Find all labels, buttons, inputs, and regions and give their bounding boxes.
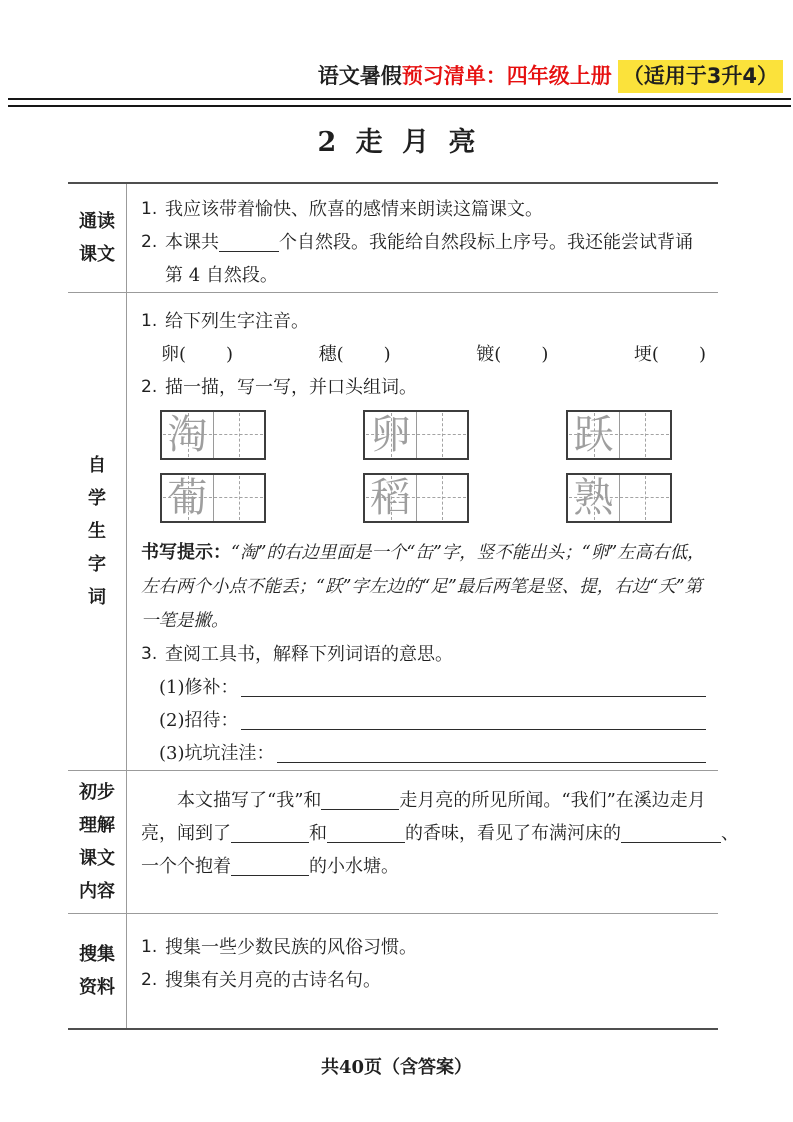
- row-label-comprehension: [68, 771, 127, 913]
- header-grade-badge: （适用于3升4）: [618, 60, 783, 93]
- item-line: [165, 232, 693, 253]
- grid-guideline: [442, 476, 443, 520]
- text-fragment: 一个个抱着: [141, 856, 231, 877]
- row-label-line: 通读: [79, 211, 115, 232]
- trace-character: 葡: [167, 475, 208, 521]
- item-number: 1.: [141, 199, 158, 219]
- answer-line: [241, 729, 707, 730]
- item-number: 3.: [141, 644, 158, 664]
- row-label-char: 字: [88, 554, 106, 575]
- character-practice-grid: [566, 473, 672, 523]
- paren: ): [541, 344, 549, 365]
- trace-character: 淘: [167, 412, 208, 458]
- list-item: [141, 964, 710, 997]
- character: 穗: [318, 344, 337, 365]
- pinyin-group: [634, 338, 706, 371]
- definition-line: [159, 737, 710, 770]
- header-subtitle: 预习清单：四年级上册: [401, 64, 612, 88]
- fill-in-blank: [231, 854, 309, 876]
- item-number: 2.: [141, 377, 158, 397]
- trace-character: 熟: [573, 475, 614, 521]
- paren: ): [698, 344, 706, 365]
- character-practice-grid: [160, 473, 266, 523]
- table-row-self-study-words: [68, 292, 718, 770]
- row-label-line: 课文: [79, 848, 115, 869]
- list-item: [141, 226, 710, 292]
- list-item: [141, 931, 710, 964]
- pinyin-group: [319, 338, 391, 371]
- paren: (: [651, 344, 659, 365]
- pinyin-group: [161, 338, 233, 371]
- fill-in-blank: [231, 821, 309, 843]
- paragraph-line: [141, 784, 712, 817]
- definition-line: [159, 671, 710, 704]
- item-line: 第 4 自然段。: [165, 265, 278, 286]
- item-number: 1.: [141, 937, 158, 957]
- item-number: 2.: [141, 232, 158, 252]
- list-item: [141, 305, 710, 338]
- definition-line: [159, 704, 710, 737]
- paren: (: [179, 344, 187, 365]
- fill-in-blank: [219, 230, 279, 252]
- writing-tip: [141, 536, 710, 638]
- trace-character: 稻: [370, 475, 411, 521]
- row-label-line: 课文: [79, 244, 115, 265]
- text-fragment: 的小水塘。: [309, 856, 399, 877]
- text-fragment: 本课共: [165, 232, 219, 253]
- definition-label: (1)修补：: [159, 677, 239, 698]
- item-text: 描一描，写一写，并口头组词。: [165, 377, 417, 398]
- page-footer: 共40页（含答案）: [320, 1057, 473, 1078]
- trace-character: 卵: [370, 412, 411, 458]
- answer-line: [277, 762, 707, 763]
- item-text: 我应该带着愉快、欣喜的感情来朗读这篇课文。: [165, 199, 543, 220]
- row-label-line: 理解: [79, 815, 115, 836]
- paren: (: [336, 344, 344, 365]
- grid-guideline: [645, 413, 646, 457]
- item-number: 1.: [141, 311, 158, 331]
- item-text: 搜集一些少数民族的风俗习惯。: [165, 937, 417, 958]
- item-text: [165, 226, 710, 292]
- row-label-char: 自: [88, 455, 106, 476]
- paren: ): [383, 344, 391, 365]
- row-label-read-text: [68, 184, 127, 292]
- paren: (: [494, 344, 502, 365]
- character-practice-grid: [363, 410, 469, 460]
- list-item: [141, 638, 710, 671]
- row-content-read-text: [127, 184, 718, 292]
- character: 卵: [161, 344, 179, 365]
- character-grid-row: [160, 473, 710, 523]
- table-row-read-text: [68, 184, 718, 292]
- row-content-comprehension: [127, 771, 739, 913]
- text-fragment: 的香味，看见了布满河床的: [405, 823, 621, 844]
- character: 埂: [633, 344, 652, 365]
- fill-in-blank: [321, 788, 399, 810]
- text-fragment: 个自然段。我能给自然段标上序号。我还能尝试背诵: [279, 232, 693, 253]
- item-number: 2.: [141, 970, 158, 990]
- grid-guideline: [442, 413, 443, 457]
- row-label-line: 初步: [79, 782, 115, 803]
- row-label-char: 词: [88, 587, 106, 608]
- paren: ): [226, 344, 234, 365]
- fill-in-blank: [327, 821, 405, 843]
- grid-guideline: [239, 476, 240, 520]
- table-row-comprehension: [68, 770, 739, 913]
- row-label-char: 学: [88, 488, 106, 509]
- row-content-self-study-words: [127, 293, 718, 770]
- row-label-line: 搜集: [79, 944, 115, 965]
- text-fragment: 本文描写了“我”和: [177, 790, 322, 811]
- item-text: 搜集有关月亮的古诗名句。: [165, 970, 381, 991]
- row-label-line: 内容: [79, 881, 115, 902]
- character-practice-grid: [160, 410, 266, 460]
- row-content-collect-materials: [127, 914, 718, 1028]
- pinyin-exercise-line: [161, 338, 710, 371]
- trace-character: 跃: [573, 412, 614, 458]
- text-fragment: 走月亮的所见所闻。“我们”在溪边走月: [399, 790, 706, 811]
- page-header: [0, 60, 783, 90]
- character-grid-row: [160, 410, 710, 460]
- definition-label: (2)招待：: [159, 710, 239, 731]
- row-label-line: 资料: [79, 977, 115, 998]
- row-label-char: 生: [88, 521, 106, 542]
- preview-checklist-table: [68, 182, 739, 1030]
- answer-line: [241, 696, 707, 697]
- definition-label: (3)坑坑洼洼：: [159, 743, 275, 764]
- writing-tip-text: “淘”的右边里面是一个“缶”字，竖不能出头；“卵”左高右低，左右两个小点不能丢；“跃”字左边的“足”最后两笔是竖、提，右边“夭”第一笔是撇。: [141, 543, 705, 631]
- grid-guideline: [645, 476, 646, 520]
- paragraph-line: [141, 817, 739, 850]
- list-item: [141, 193, 710, 226]
- character-practice-grid: [363, 473, 469, 523]
- item-text: 查阅工具书，解释下列词语的意思。: [165, 644, 453, 665]
- lesson-title: 2 走 月 亮: [317, 127, 476, 158]
- row-label-self-study-words: [68, 293, 127, 770]
- text-fragment: 和: [309, 823, 327, 844]
- text-fragment: 、: [721, 823, 739, 844]
- paragraph-line: [141, 850, 712, 883]
- character: 镀: [476, 344, 495, 365]
- character-practice-grid: [566, 410, 672, 460]
- text-fragment: 亮，闻到了: [141, 823, 231, 844]
- writing-tip-label: 书写提示：: [141, 542, 231, 563]
- fill-in-blank: [621, 821, 721, 843]
- table-row-collect-materials: [68, 913, 718, 1028]
- pinyin-group: [476, 338, 548, 371]
- list-item: [141, 371, 710, 404]
- row-label-collect-materials: [68, 914, 127, 1028]
- item-text: 给下列生字注音。: [165, 311, 309, 332]
- grid-guideline: [239, 413, 240, 457]
- header-divider: [8, 98, 791, 107]
- header-series-title: 语文暑假: [317, 64, 402, 88]
